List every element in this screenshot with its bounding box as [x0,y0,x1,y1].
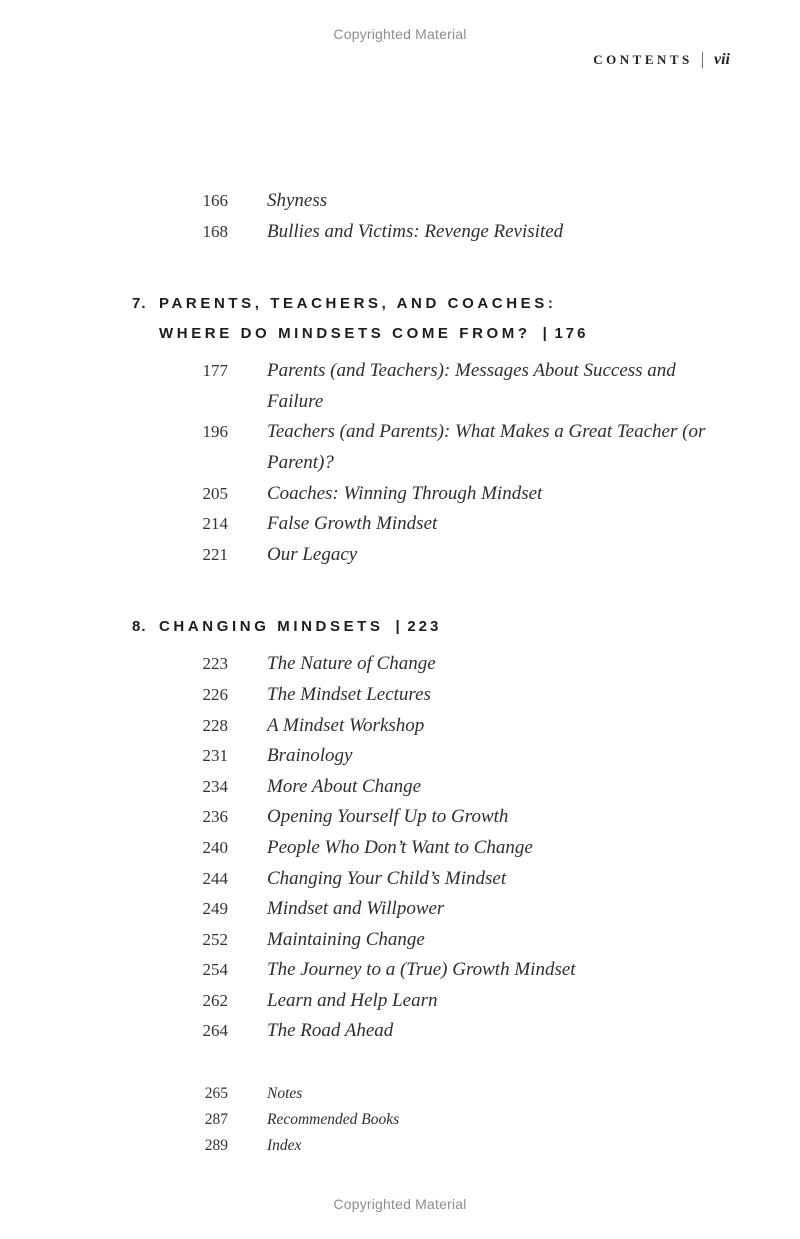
toc-entry-page-number: 166 [202,191,228,210]
back-matter-list [0,1081,800,1159]
toc-entry-page-number: 254 [202,960,228,980]
toc-entry-title: More About Change [267,775,422,797]
chapter-title-line-2: WHERE DO MINDSETS COME FROM? [159,325,531,343]
page-number-folio: vii [714,51,730,68]
toc-entry-page-number: 228 [202,715,228,735]
toc-entry-page-number: 226 [202,684,228,704]
toc-entry-page-number: 231 [202,746,228,766]
toc-entry [0,509,800,540]
toc-entry [0,649,800,680]
chapter-page-number: 223 [407,618,442,636]
running-head-title: CONTENTS [593,52,693,67]
toc-entry-page-number: 177 [202,361,228,381]
toc-entry-title: Coaches: Winning Through Mindset [267,482,543,504]
toc-entry [0,894,800,925]
toc-entry-page-number: 264 [202,1021,228,1041]
toc-entry-page-number: 205 [202,483,228,503]
toc-entry [0,986,800,1017]
running-head [593,51,730,69]
toc-entry-title: Bullies and Victims: Revenge Revisited [267,220,564,242]
toc-entry-title: The Road Ahead [267,1020,394,1042]
toc-entry-title: Mindset and Willpower [267,898,445,920]
toc-entry [0,711,800,742]
toc-entry [0,356,800,417]
toc-entry [0,1107,800,1133]
toc-entry-title: People Who Don’t Want to Change [267,836,533,858]
toc-entry-page-number: 289 [204,1137,228,1155]
toc-entry-page-number: 265 [204,1085,228,1103]
chapter-heading-line [132,289,800,319]
toc-entry [0,540,800,571]
chapter-number: 7. [132,295,147,313]
toc-entry [0,772,800,803]
toc-entry-page-number: 196 [202,422,228,442]
copyright-notice-top: Copyrighted Material [333,26,467,42]
chapter-heading-line [132,612,800,642]
toc-entry [0,833,800,864]
toc-entry-title: The Nature of Change [267,653,436,675]
running-head-separator: | [700,49,704,70]
copyright-notice-bottom: Copyrighted Material [333,1196,467,1212]
toc-entry-page-number: 236 [202,807,228,827]
toc-entry-title: The Mindset Lectures [267,683,431,705]
toc-entry-page-number: 214 [202,514,228,534]
toc-entry-title: Our Legacy [267,543,358,565]
chapter-title-line-1: PARENTS, TEACHERS, AND COACHES: [159,295,557,313]
toc-entry-title: Changing Your Child’s Mindset [267,867,507,889]
chapter-page-separator: | [395,618,404,636]
toc-entry-title: Index [267,1137,302,1155]
toc-entry-title: Brainology [267,745,353,767]
toc-entry-page-number: 252 [202,929,228,949]
toc-entry-page-number: 287 [204,1111,228,1129]
toc-entry-title: A Mindset Workshop [267,714,425,736]
toc-entry-page-number: 223 [202,654,228,674]
toc-entry-title: Notes [267,1085,303,1103]
chapter-heading-7 [0,289,800,349]
chapter-title-line-1: CHANGING MINDSETS [159,618,384,636]
toc-entry-page-number: 262 [202,990,228,1010]
toc-entry-page-number: 168 [202,221,228,241]
toc-entry [0,925,800,956]
toc-entry-title: Maintaining Change [267,928,425,950]
chapter-heading-8 [0,612,800,642]
toc-entry [0,217,800,248]
toc-entry-title: Teachers (and Parents): What Makes a Great Teacher (or Parent)? [267,421,706,473]
toc-entry-title: Recommended Books [267,1111,400,1129]
toc-entry [0,864,800,895]
chapter-heading-line [132,319,800,349]
toc-entry-page-number: 244 [202,868,228,888]
toc-entry [0,186,800,217]
table-of-contents [0,186,800,1159]
toc-entry-title: The Journey to a (True) Growth Mindset [267,959,576,981]
toc-entry [0,1081,800,1107]
toc-entry [0,680,800,711]
toc-entry [0,955,800,986]
toc-entry [0,1133,800,1159]
toc-entry-title: Shyness [267,190,328,211]
toc-entry-title: False Growth Mindset [267,513,438,535]
toc-entry [0,417,800,478]
toc-entry-page-number: 221 [202,544,228,564]
toc-entry-title: Opening Yourself Up to Growth [267,806,509,828]
toc-entry-page-number: 240 [202,837,228,857]
toc-entry-page-number: 249 [202,899,228,919]
chapter-page-number: 176 [554,325,589,343]
toc-entry [0,802,800,833]
toc-entry [0,1016,800,1047]
toc-entry-title: Learn and Help Learn [267,989,438,1011]
chapter-page-separator: | [542,325,551,343]
chapter-number: 8. [132,618,147,636]
toc-entry-title: Parents (and Teachers): Messages About Success and Failure [267,360,676,412]
toc-entry [0,479,800,510]
toc-entry [0,741,800,772]
toc-entry-page-number: 234 [202,776,228,796]
